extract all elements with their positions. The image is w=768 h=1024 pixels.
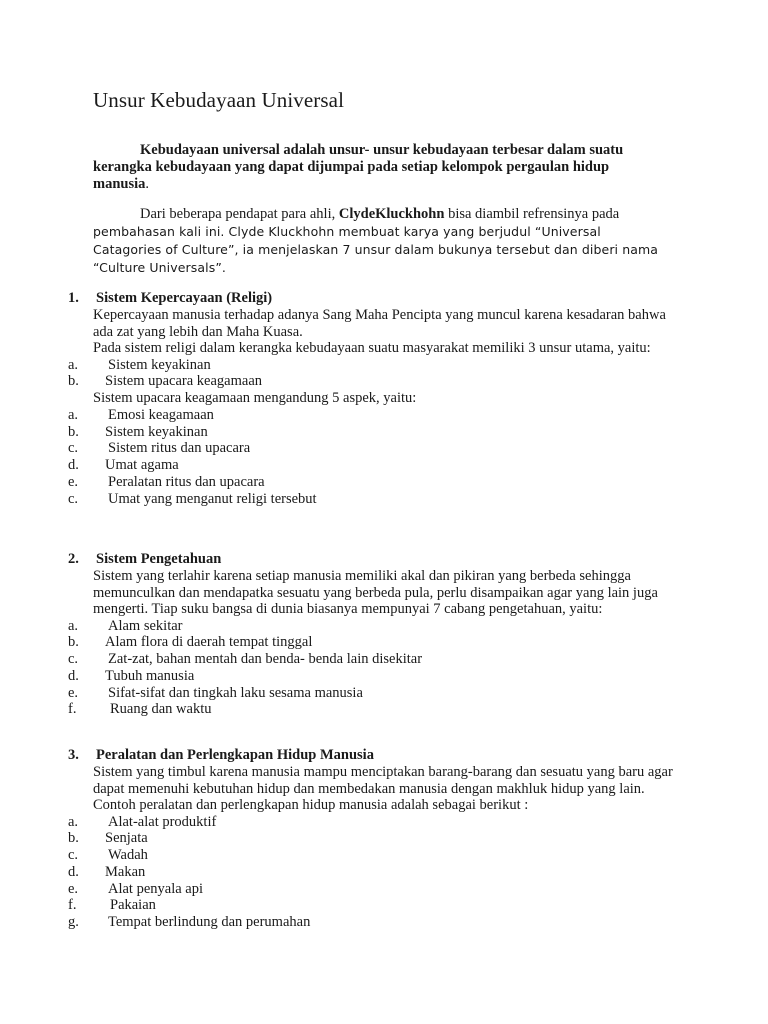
list-item [68,668,688,685]
list-item [68,491,688,508]
section-paragraph: Kepercayaan manusia terhadap adanya Sang Maha Pencipta yang muncul karena kesadaran bahwa ada zat yang lebih dan Maha Kuasa. [93,307,666,340]
list-text: Alam sekitar [108,617,183,634]
list-text: Zat-zat, bahan mentah dan benda- benda lain disekitar [108,651,423,668]
list-item [68,618,688,635]
source-text-after: bisa diambil refrensinya pada [444,206,620,222]
section-number: 2. [68,551,79,567]
intro-period: . [145,176,150,192]
unsur-list [68,357,688,391]
list-text: Ruang dan waktu [110,701,212,718]
list-marker: d. [68,667,79,684]
list-text: Senjata [105,830,148,847]
list-text: Umat agama [105,457,179,474]
list-marker: c. [68,440,79,457]
list-marker: a. [68,617,79,634]
list-marker: e. [68,880,79,897]
page-title: Unsur Kebudayaan Universal [93,88,345,112]
list-marker: f. [68,897,77,914]
section-title: Sistem Kepercayaan (Religi) [96,290,273,306]
source-paragraph [93,206,668,277]
list-text: Sistem upacara keagamaan [105,373,263,390]
list-marker: c. [68,651,79,668]
section-peralatan [68,747,688,931]
list-item [68,357,688,374]
list-text: Peralatan ritus dan upacara [108,474,265,491]
list-marker: c. [68,847,79,864]
list-item [68,373,688,390]
peralatan-list [68,814,688,932]
list-marker: d. [68,863,79,880]
list-marker: b. [68,830,79,847]
list-marker: a. [68,406,79,423]
list-marker: e. [68,684,79,701]
list-item [68,847,688,864]
source-text-sans: pembahasan kali ini. Clyde Kluckhohn membuat karya yang berjudul “Universal Catagories of Culture”, ia menjelaskan 7 unsur dalam bukunya tersebut dan diberi nama “Culture Universals”. [93,224,659,275]
section-heading [68,290,688,307]
list-marker: g. [68,914,79,931]
section-body [93,764,688,814]
section-number: 1. [68,290,79,306]
list-text: Alat penyala api [108,880,204,897]
author-name: ClydeKluckhohn [338,206,445,222]
list-item [68,914,688,931]
list-marker: b. [68,373,79,390]
pengetahuan-list [68,618,688,719]
list-item [68,864,688,881]
section-body [93,568,688,618]
list-marker: a. [68,356,79,373]
list-text: Makan [105,863,146,880]
list-item [68,701,688,718]
list-item [68,814,688,831]
list-item [68,651,688,668]
section-paragraph: Sistem yang timbul karena manusia mampu menciptakan barang-barang dan sesuatu yang baru agar dapat memenuhi kebutuhan hidup dan membedakan manusia dengan makhluk hidup yang lain. Contoh peralatan dan perlengkapan hidup manusia adalah sebagai berikut : [93,764,673,813]
list-item [68,897,688,914]
list-text: Sistem ritus dan upacara [108,440,251,457]
list-marker: b. [68,634,79,651]
source-text-before: Dari beberapa pendapat para ahli, [140,206,339,222]
list-text: Emosi keagamaan [108,406,214,423]
list-marker: e. [68,474,79,491]
list-text: Alam flora di daerah tempat tinggal [105,634,313,651]
list-text: Sistem keyakinan [105,423,208,440]
list-item [68,881,688,898]
list-text: Tubuh manusia [105,667,195,684]
section-pengetahuan [68,551,688,718]
list-marker: d. [68,457,79,474]
list-text: Tempat berlindung dan perumahan [108,914,311,931]
section-paragraph: Pada sistem religi dalam kerangka kebudayaan suatu masyarakat memiliki 3 unsur utama, yaitu: [93,340,651,356]
section-heading [68,551,688,568]
section-title: Peralatan dan Perlengkapan Hidup Manusia [96,747,374,763]
list-item [68,407,688,424]
list-text: Umat yang menganut religi tersebut [108,490,317,507]
list-item [68,440,688,457]
list-text: Sifat-sifat dan tingkah laku sesama manusia [108,684,363,701]
list-item [68,830,688,847]
list-item [68,424,688,441]
list-text: Wadah [108,847,148,864]
section-religi [68,290,688,508]
list-marker: b. [68,423,79,440]
list-item [68,634,688,651]
section-number: 3. [68,747,79,763]
section-heading [68,747,688,764]
list-text: Pakaian [110,897,156,914]
intro-paragraph [93,142,668,193]
aspek-list [68,407,688,508]
list-item [68,474,688,491]
list-item [68,457,688,474]
list-text: Sistem keyakinan [108,356,211,373]
section-paragraph: Sistem upacara keagamaan mengandung 5 aspek, yaitu: [93,390,417,407]
list-text: Alat-alat produktif [108,813,217,830]
list-item [68,685,688,702]
section-title: Sistem Pengetahuan [96,551,222,567]
intro-text: Kebudayaan universal adalah unsur- unsur kebudayaan terbesar dalam suatu kerangka kebudayaan yang dapat dijumpai pada setiap kelompok pergaulan hidup manusia [93,142,624,192]
list-marker: a. [68,813,79,830]
list-marker: c. [68,490,79,507]
section-body [93,307,688,357]
section-paragraph: Sistem yang terlahir karena setiap manusia memiliki akal dan pikiran yang berbeda sehingga memunculkan dan mendapatka sesuatu yang berbeda pula, perlu disampaikan agar yang lain juga mengerti. Tiap suku bangsa di dunia biasanya mempunyai 7 cabang pengetahuan, yaitu: [93,568,658,617]
list-marker: f. [68,701,77,718]
